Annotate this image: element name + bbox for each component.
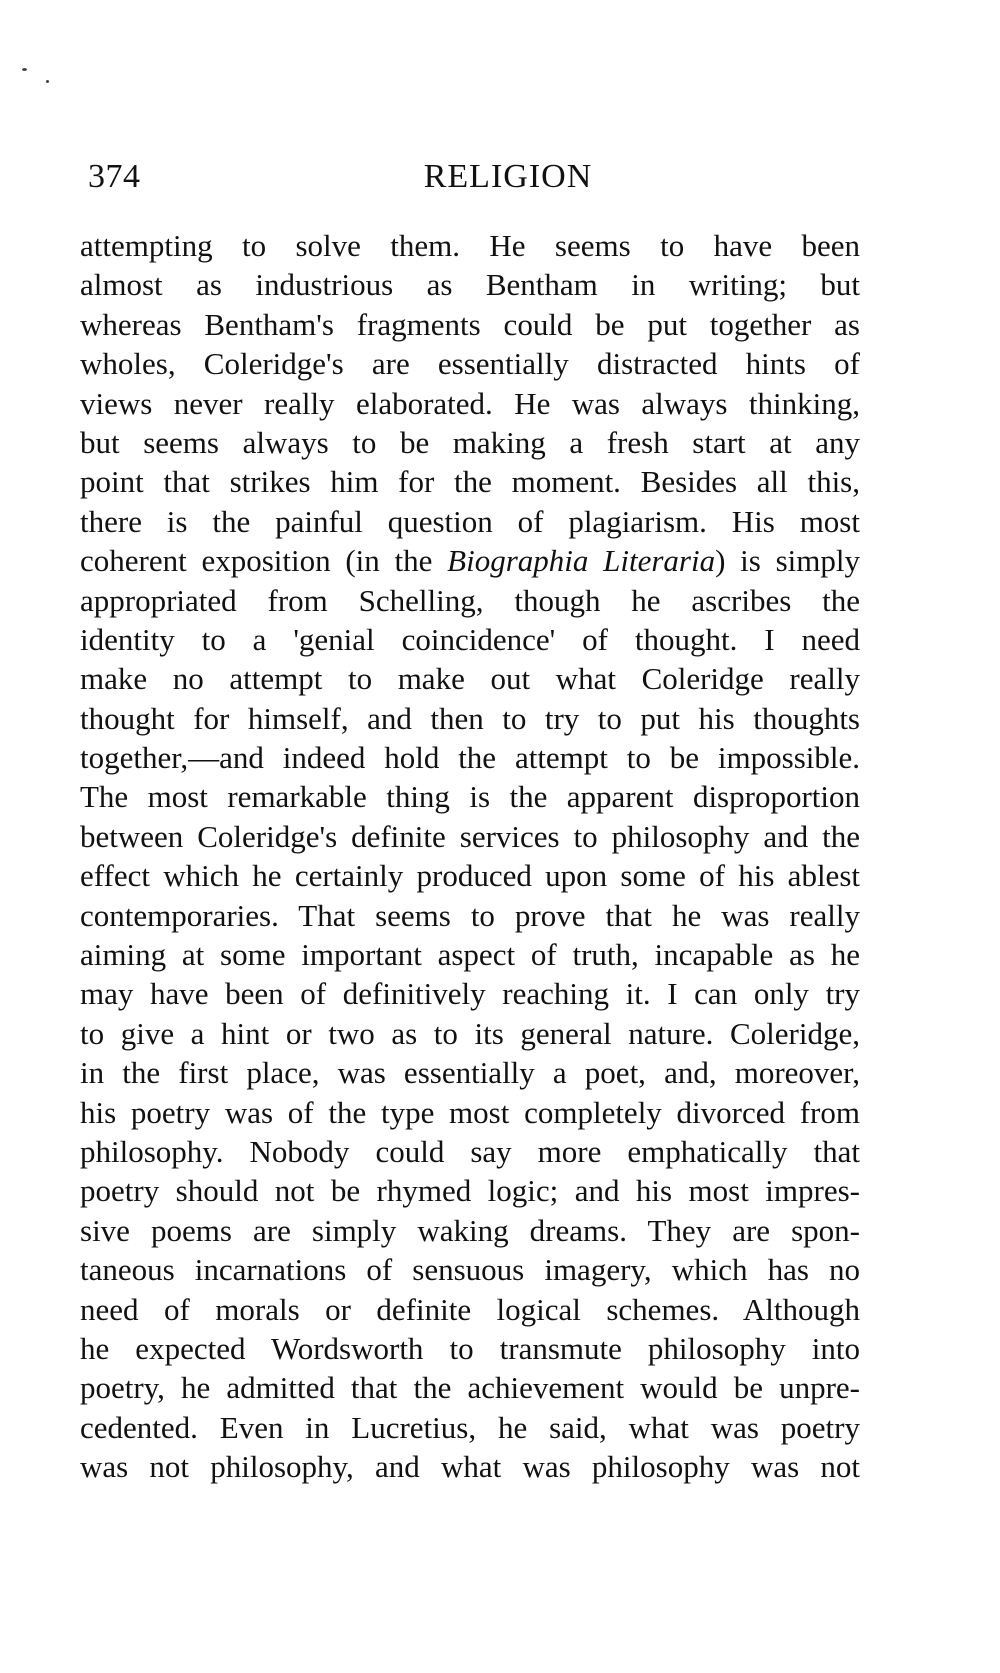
- text-line: appropriated from Schelling, though he ascribes the: [80, 582, 860, 618]
- body-text: [80, 226, 860, 1487]
- text-line: he expected Wordsworth to transmute philosophy into: [80, 1330, 860, 1366]
- page-header: [88, 158, 908, 208]
- text-line: contemporaries. That seems to prove that he was really: [80, 897, 860, 933]
- text-line: in the first place, was essentially a poet, and, moreover,: [80, 1055, 860, 1091]
- scan-speck: [46, 80, 49, 83]
- text-segment: ) is simply: [715, 543, 860, 579]
- page-number: 374: [88, 158, 141, 195]
- book-title: Biographia Literaria: [447, 543, 716, 579]
- text-line: but seems always to be making a fresh start at any: [80, 424, 860, 460]
- text-line: between Coleridge's definite services to philosophy and the: [80, 818, 860, 854]
- text-line: to give a hint or two as to its general nature. Coleridge,: [80, 1015, 860, 1051]
- running-head: RELIGION: [423, 158, 593, 195]
- text-line: sive poems are simply waking dreams. They are spon-: [80, 1212, 860, 1248]
- text-line-with-italic-title: [80, 541, 860, 580]
- text-line: need of morals or definite logical schemes. Although: [80, 1291, 860, 1327]
- text-line: aiming at some important aspect of truth, incapable as he: [80, 937, 860, 973]
- scan-speck: [22, 68, 27, 71]
- text-line: together,—and indeed hold the attempt to be impossible.: [80, 740, 860, 776]
- text-line: views never really elaborated. He was always thinking,: [80, 385, 860, 421]
- text-line: The most remarkable thing is the apparent disproportion: [80, 779, 860, 815]
- text-line: there is the painful question of plagiarism. His most: [80, 503, 860, 539]
- text-line: effect which he certainly produced upon some of his ablest: [80, 858, 860, 894]
- text-line: wholes, Coleridge's are essentially distracted hints of: [80, 346, 860, 382]
- text-line: taneous incarnations of sensuous imagery, which has no: [80, 1252, 860, 1288]
- text-line: almost as industrious as Bentham in writing; but: [80, 267, 860, 303]
- text-line: was not philosophy, and what was philosophy was not: [80, 1449, 860, 1485]
- text-line: make no attempt to make out what Coleridge really: [80, 661, 860, 697]
- text-line: philosophy. Nobody could say more emphatically that: [80, 1133, 860, 1169]
- text-line: poetry should not be rhymed logic; and his most impres-: [80, 1173, 860, 1209]
- text-line: may have been of definitively reaching it. I can only try: [80, 976, 860, 1012]
- text-line: cedented. Even in Lucretius, he said, what was poetry: [80, 1409, 860, 1445]
- text-line: his poetry was of the type most completely divorced from: [80, 1094, 860, 1130]
- text-line: identity to a 'genial coincidence' of thought. I need: [80, 621, 860, 657]
- text-line: whereas Bentham's fragments could be put together as: [80, 306, 860, 342]
- text-line: thought for himself, and then to try to put his thoughts: [80, 700, 860, 736]
- text-line: attempting to solve them. He seems to have been: [80, 228, 860, 263]
- text-segment: coherent exposition (in the: [80, 543, 448, 579]
- text-line: point that strikes him for the moment. Besides all this,: [80, 464, 860, 500]
- text-line: poetry, he admitted that the achievement would be unpre-: [80, 1370, 860, 1406]
